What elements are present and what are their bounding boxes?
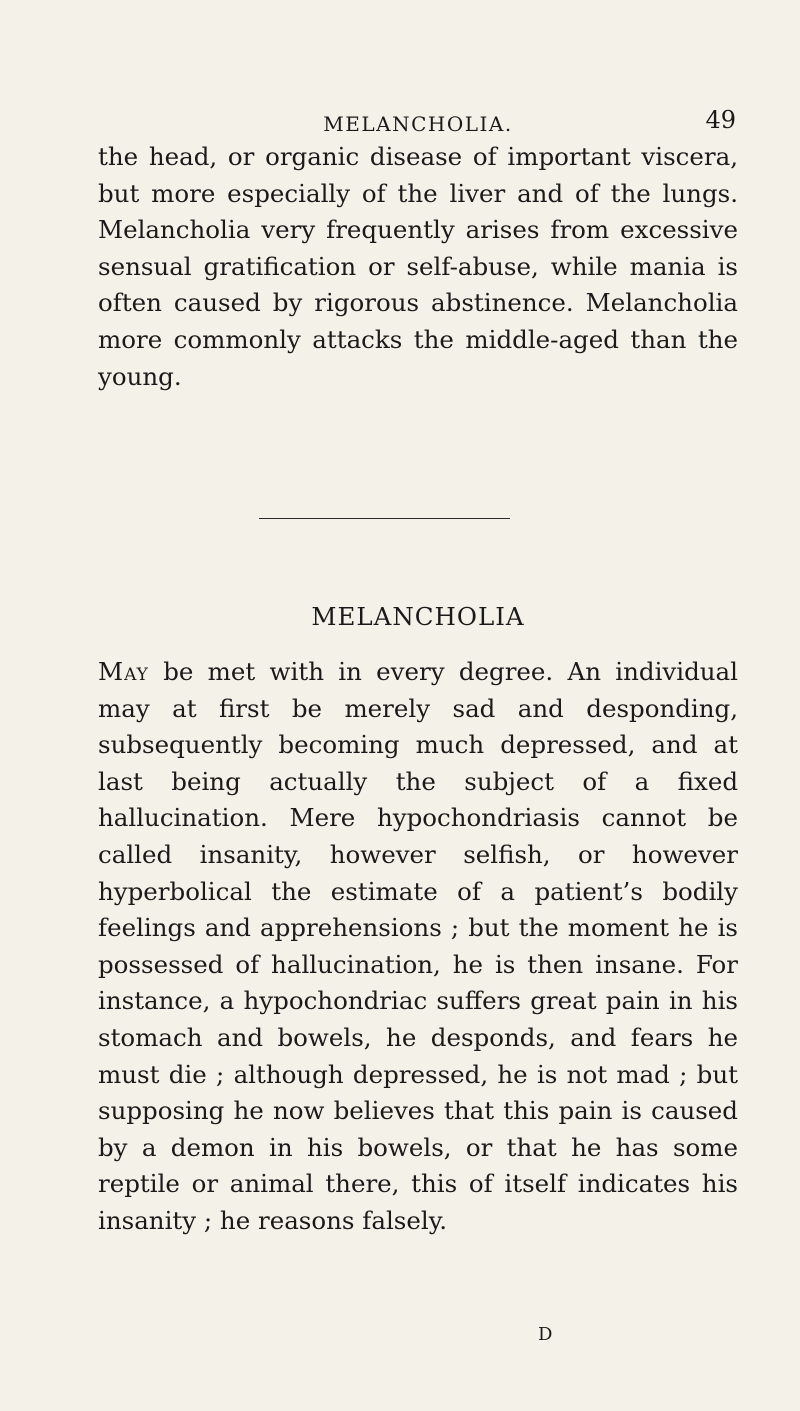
signature-mark: D	[538, 1324, 553, 1345]
section-heading: MELANCHOLIA	[311, 602, 525, 631]
section-divider-rule	[259, 518, 510, 519]
paragraph-lead-word: May	[98, 657, 149, 686]
paragraph-continuation: the head, or organic disease of important viscera, but more especially of the liver and of the lungs. Melancholia very frequently arises from excessive sensual gratification or self-abuse, while mania is often caused by rigorous abstinence. Melancholia more commonly attacks the middle-aged than the young.	[98, 142, 738, 391]
page-number: 49	[705, 106, 736, 134]
running-head	[98, 106, 738, 142]
paragraph-body: be met with in every degree. An individual may at first be merely sad and desponding, subsequently becoming much depressed, and at last being actually the subject of a fixed hallucination. Mere hypochondriasis cannot be called insanity, however selfish, or however hyperbolical the estimate of a patient’s bodily feelings and apprehensions ; but the moment he is possessed of hallucination, he is then insane. For instance, a hypochondriac suffers great pain in his stomach and bowels, he desponds, and fears he must die ; although depressed, he is not mad ; but supposing he now believes that this pain is caused by a demon in his bowels, or that he has some reptile or animal there, this of itself indicates his insanity ; he reasons falsely.	[98, 657, 738, 1235]
running-title: MELANCHOLIA.	[323, 112, 513, 136]
paragraph-melancholia	[98, 654, 738, 1240]
